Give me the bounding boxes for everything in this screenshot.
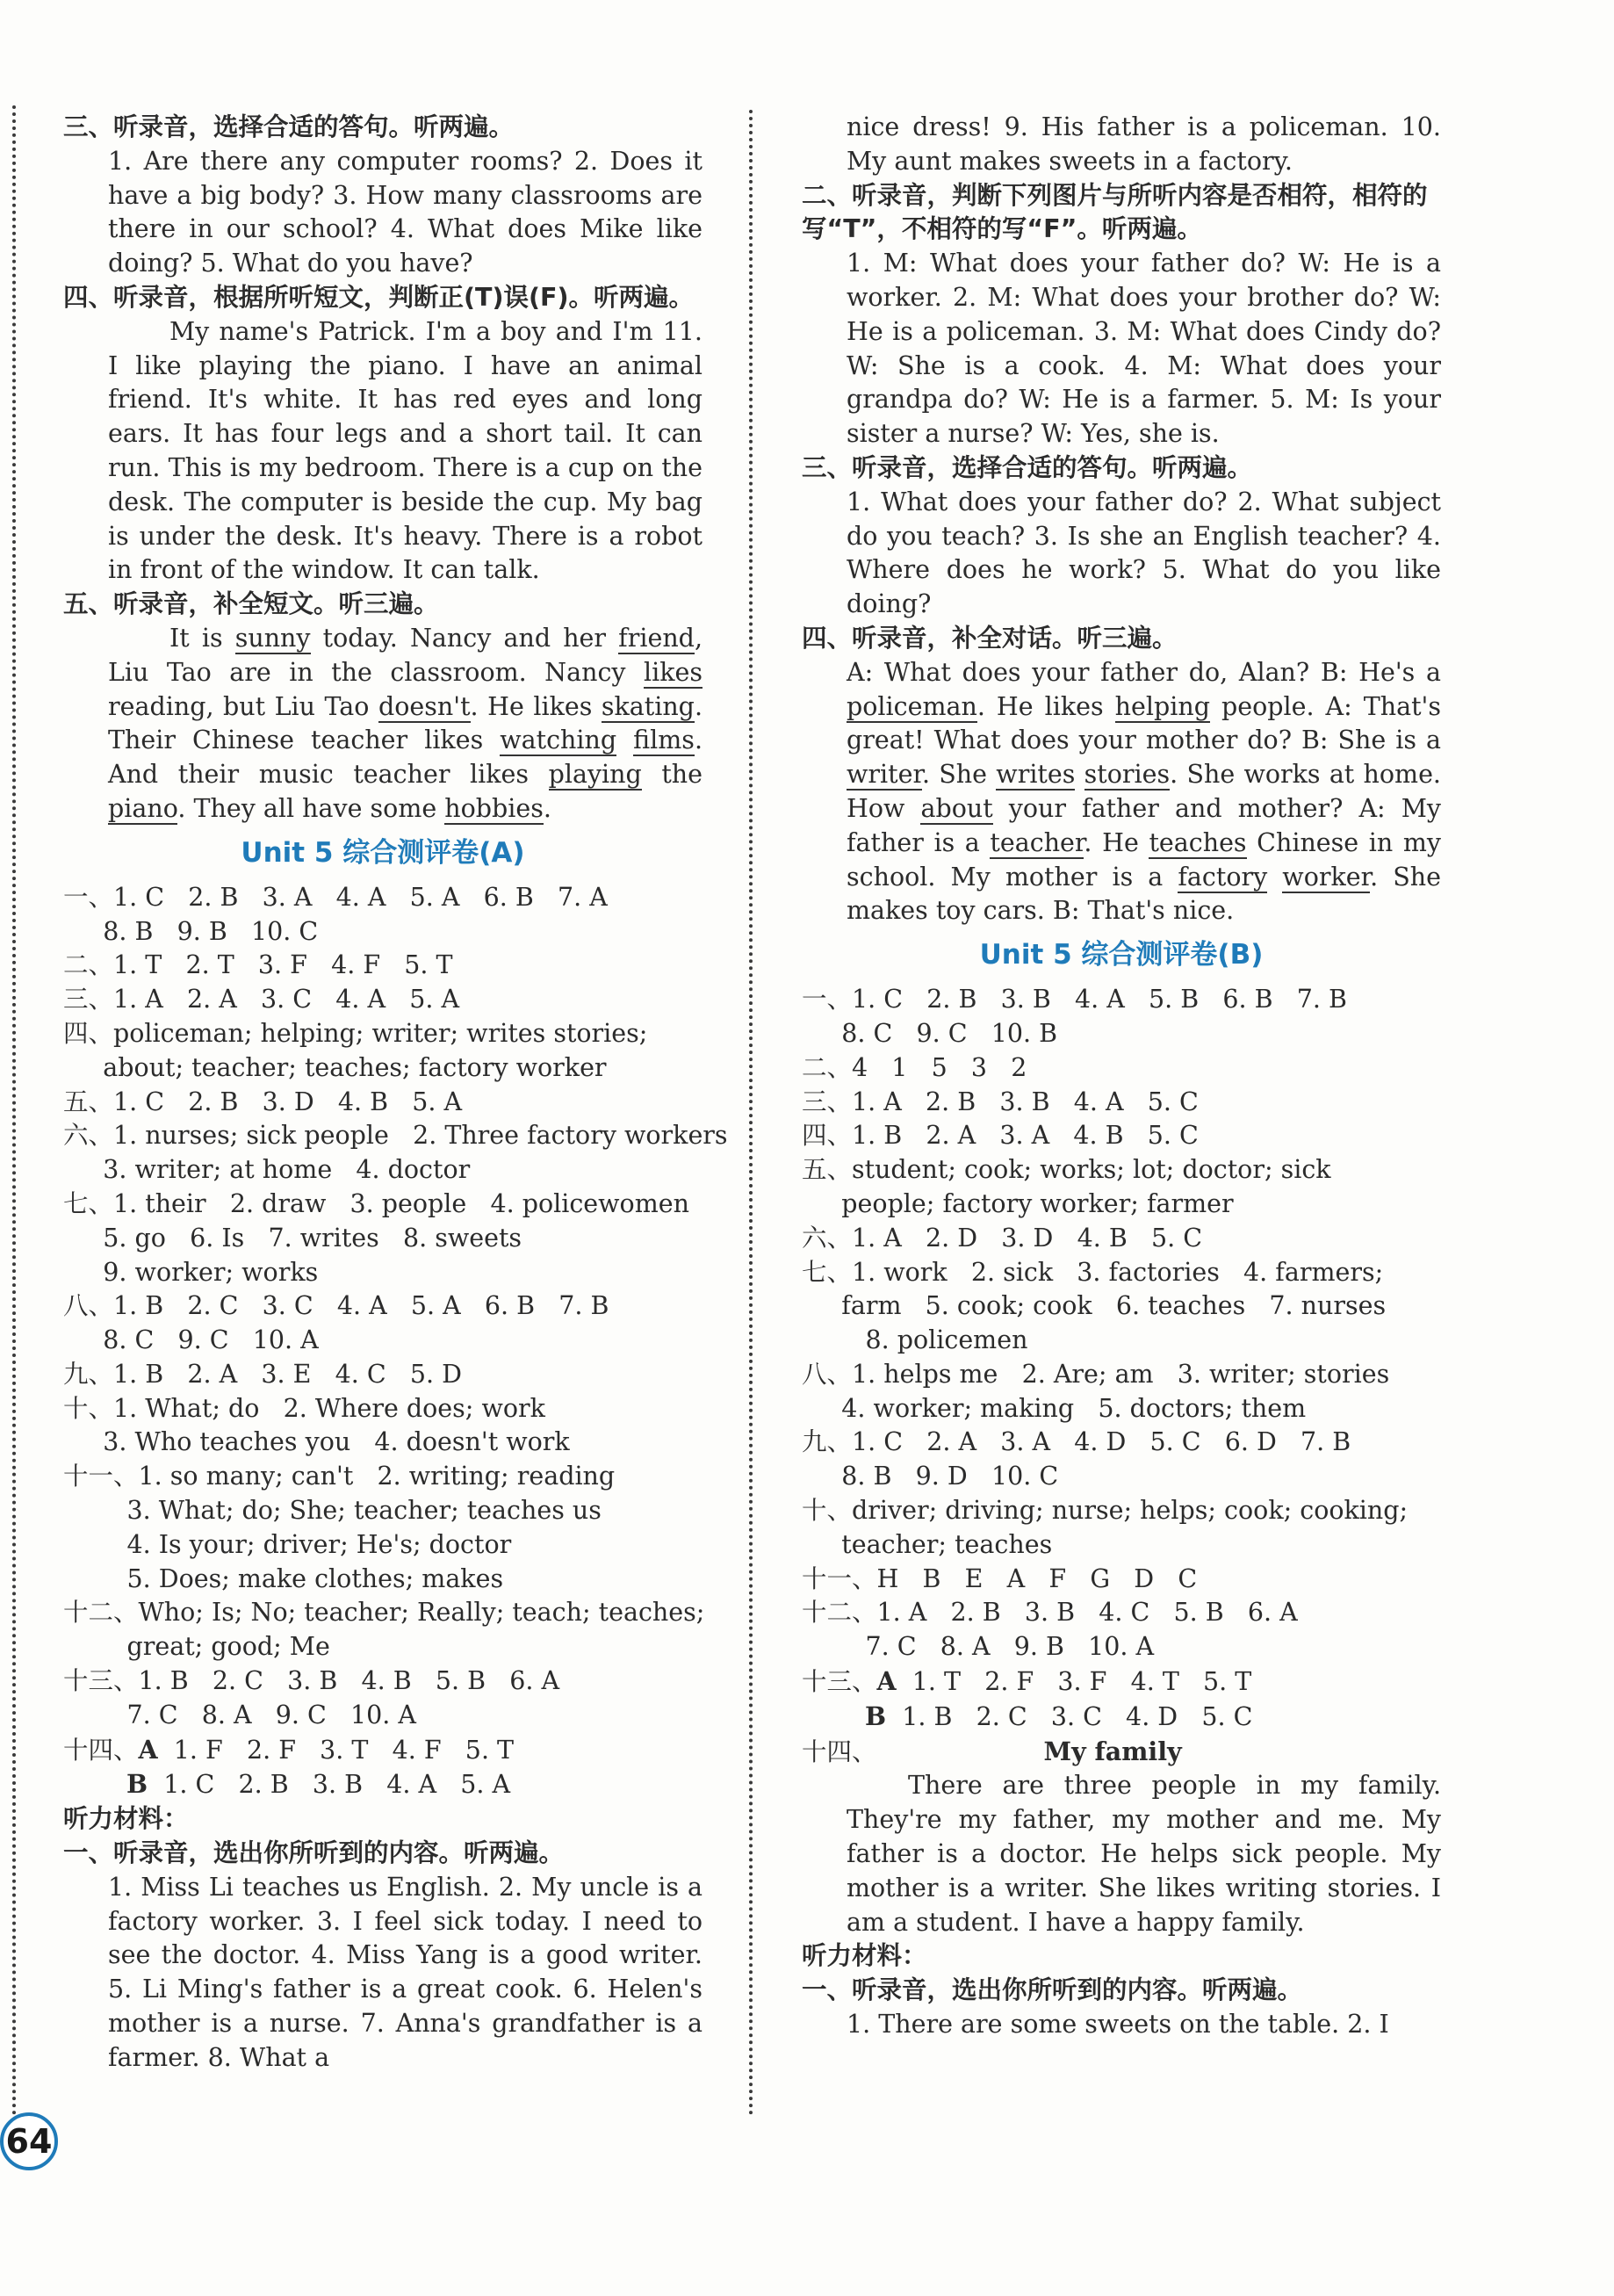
section-text: 1. Miss Li teaches us English. 2. My uncle is a factory worker. 3. I feel sick today. I need to see the doctor. 4. Miss Yang is a good writer. 5. Li Ming's father is a great cook. 6. Helen's mother is a nurse. 7. Anna's grandfather is a farmer. 8. What a [108,1872,703,2072]
filled-word: films [633,726,695,755]
filled-word: skating [601,691,695,721]
answer-row: 7. C 8. A 9. C 10. A [63,1700,416,1729]
answer-row: 十、driver; driving; nurse; helps; cook; cooking; [802,1496,1409,1526]
filled-word: hobbies [444,793,544,823]
answer-row: 4. worker; making 5. doctors; them [802,1393,1307,1423]
answer-row: 十一、1. so many; can't 2. writing; reading [63,1462,616,1491]
section-heading: 一、听录音，选出你所听到的内容。听两遍。 [802,1975,1303,2005]
answer-row: about; teacher; teaches; factory worker [63,1052,607,1082]
filled-word: sunny [234,623,311,653]
filled-word: writes [996,760,1076,790]
answer-row: B 1. B 2. C 3. C 4. D 5. C [865,1700,1253,1731]
answer-row: 一、1. C 2. B 3. B 4. A 5. B 6. B 7. B [802,985,1347,1014]
answer-row: teacher; teaches [802,1529,1053,1559]
answer-row: 9. worker; works [63,1257,319,1287]
answer-row: 3. What; do; She; teacher; teaches us [63,1496,602,1526]
answer-row: 7. C 8. A 9. B 10. A [802,1632,1155,1662]
dialogue-text: A: What does your father do, Alan? B: He's a policeman. He likes helping people. A: That's great! What does your mother do? B: She is a writer. She writes stories. She works at home. How about your father and mother? A: My father is a teacher. He teaches Chinese in my school. My mother is a factory worker. She makes toy cars. B: That's nice. [847,657,1441,926]
answer-row: 十四、 My family [802,1736,1182,1766]
section-text: 1. Are there any computer rooms? 2. Does it have a big body? 3. How many classrooms are there in our school? 4. What does Mike like doing? 5. What do you have? [108,146,703,278]
section-heading: 三、听录音，选择合适的答句。听两遍。 [63,112,515,141]
answer-row: 五、1. C 2. B 3. D 4. B 5. A [63,1087,463,1116]
section-heading: 二、听录音，判断下列图片与所听内容是否相符，相符的写“T”，不相符的写“F”。听两遍。 [802,180,1428,244]
filled-word: likes [644,657,703,687]
answer-list-a [63,881,728,1803]
section-heading: 五、听录音，补全短文。听三遍。 [63,589,439,619]
filled-word: piano [108,793,178,823]
answer-row: B 1. C 2. B 3. B 4. A 5. A [126,1769,511,1800]
answer-row: 8. C 9. C 10. A [63,1325,319,1355]
section-heading: 三、听录音，选择合适的答句。听两遍。 [802,452,1253,482]
answer-row: 四、policeman; helping; writer; writes stories; [63,1018,648,1048]
listening-label: 听力材料： [802,1941,927,1971]
composition-title: My family [1043,1736,1182,1766]
answer-row: 四、1. B 2. A 3. A 4. B 5. C [802,1121,1199,1151]
answer-row: 六、1. nurses; sick people 2. Three factory workers [63,1121,728,1151]
answer-row: 十四、A 1. F 2. F 3. T 4. F 5. T [63,1734,515,1765]
answer-row: 七、1. their 2. draw 3. people 4. policewomen [63,1188,689,1218]
section-text: nice dress! 9. His father is a policeman. 10. My aunt makes sweets in a factory. [847,112,1441,176]
filled-word: policeman [847,691,977,721]
filled-word: stories [1084,760,1171,790]
answer-row: 八、1. helps me 2. Are; am 3. writer; stories [802,1359,1390,1389]
answer-row: 九、1. B 2. A 3. E 4. C 5. D [63,1359,462,1389]
answer-row: 8. B 9. D 10. C [802,1462,1059,1491]
filled-word: helping [1114,691,1210,721]
listening-label: 听力材料： [63,1804,189,1834]
answer-row: 二、4 1 5 3 2 [802,1052,1027,1082]
answer-row: 8. B 9. B 10. C [63,916,319,946]
filled-word: teaches [1149,827,1247,857]
column-divider-dots [749,110,753,2117]
answer-row: 3. writer; at home 4. doctor [63,1155,471,1185]
answer-row: 一、1. C 2. B 3. A 4. A 5. A 6. B 7. A [63,882,608,912]
page-number-badge: 64 [0,2112,58,2170]
answer-row: 五、student; cook; works; lot; doctor; sick [802,1155,1331,1185]
section-heading: 四、听录音，根据所听短文，判断正(T)误(F)。听两遍。 [63,282,695,312]
right-column [802,111,1441,2042]
answer-row: 二、1. T 2. T 3. F 4. F 5. T [63,950,453,980]
answer-list-b [802,983,1441,1769]
answer-row: 十二、Who; Is; No; teacher; Really; teach; teaches; [63,1598,705,1628]
answer-row: 5. Does; make clothes; makes [63,1563,504,1593]
answer-row: 七、1. work 2. sick 3. factories 4. farmers; [802,1257,1384,1287]
answer-row: 三、1. A 2. A 3. C 4. A 5. A [63,985,460,1014]
filled-word: friend [618,623,695,653]
section-text: 1. What does your father do? 2. What subject do you teach? 3. Is she an English teacher? 4. Where does he work? 5. What do you like doing? [847,487,1441,619]
answer-row: 十二、1. A 2. B 3. B 4. C 5. B 6. A [802,1598,1298,1628]
left-column [63,111,728,2076]
answer-row: 5. go 6. Is 7. writes 8. sweets [63,1223,522,1253]
fill-passage: It is sunny today. Nancy and her friend, Liu Tao are in the classroom. Nancy likes reading, but Liu Tao doesn't. He likes skating. Their Chinese teacher likes watching films. And their music teacher likes playing the piano. They all have some hobbies. [108,623,703,823]
answer-row: 3. Who teaches you 4. doesn't work [63,1427,570,1457]
answer-row: 八、1. B 2. C 3. C 4. A 5. A 6. B 7. B [63,1291,609,1321]
section-heading: 一、听录音，选出你所听到的内容。听两遍。 [63,1838,565,1868]
section-text: 1. There are some sweets on the table. 2. I [847,2010,1389,2040]
answer-row: 三、1. A 2. B 3. B 4. A 5. C [802,1087,1199,1116]
answer-row: 4. Is your; driver; He's; doctor [63,1529,512,1559]
answer-row: 九、1. C 2. A 3. A 4. D 5. C 6. D 7. B [802,1427,1351,1457]
composition-text: There are three people in my family. They're my father, my mother and me. My father is a doctor. He helps sick people. My mother is a writer. She likes writing stories. I am a student. I have a happy family. [847,1771,1441,1937]
filled-word: about [920,793,993,823]
filled-word: writer [847,760,922,790]
answer-row: 六、1. A 2. D 3. D 4. B 5. C [802,1223,1203,1253]
filled-word: playing [548,760,642,790]
filled-word: factory [1178,862,1268,892]
answer-row: people; factory worker; farmer [802,1188,1234,1218]
answer-row: 十一、H B E A F G D C [802,1563,1198,1593]
filled-word: worker [1282,862,1371,892]
unit-test-title-b: Unit 5 综合测评卷(B) [979,939,1264,971]
filled-word: teacher [990,827,1084,857]
answer-row: 十三、A 1. T 2. F 3. F 4. T 5. T [802,1666,1252,1697]
answer-row: 8. C 9. C 10. B [802,1018,1058,1048]
passage-text: My name's Patrick. I'm a boy and I'm 11. I like playing the piano. I have an animal friend. It's white. It has red eyes and long ears. It has four legs and a short tail. It can run. This is my bedroom. There is a cup on the desk. The computer is beside the cup. My bag is under the desk. It's heavy. There is a robot in front of the window. It can talk. [108,316,703,585]
answer-row: great; good; Me [63,1632,330,1662]
answer-row: 8. policemen [802,1325,1028,1355]
left-margin-dots [12,105,16,2117]
unit-test-title-a: Unit 5 综合测评卷(A) [241,836,525,869]
section-text: 1. M: What does your father do? W: He is a worker. 2. M: What does your brother do? W: He is a policeman. 3. M: What does Cindy do? W: She is a cook. 4. M: What does your grandpa do? W: He is a farmer. 5. M: Is your sister a nurse? W: Yes, she is. [847,249,1441,449]
section-heading: 四、听录音，补全对话。听三遍。 [802,623,1178,653]
answer-row: 十三、1. B 2. C 3. B 4. B 5. B 6. A [63,1666,560,1696]
filled-word: watching [500,726,617,755]
filled-word: doesn't [378,691,471,721]
answer-row: 十、1. What; do 2. Where does; work [63,1393,545,1423]
answer-row: farm 5. cook; cook 6. teaches 7. nurses [802,1291,1387,1321]
